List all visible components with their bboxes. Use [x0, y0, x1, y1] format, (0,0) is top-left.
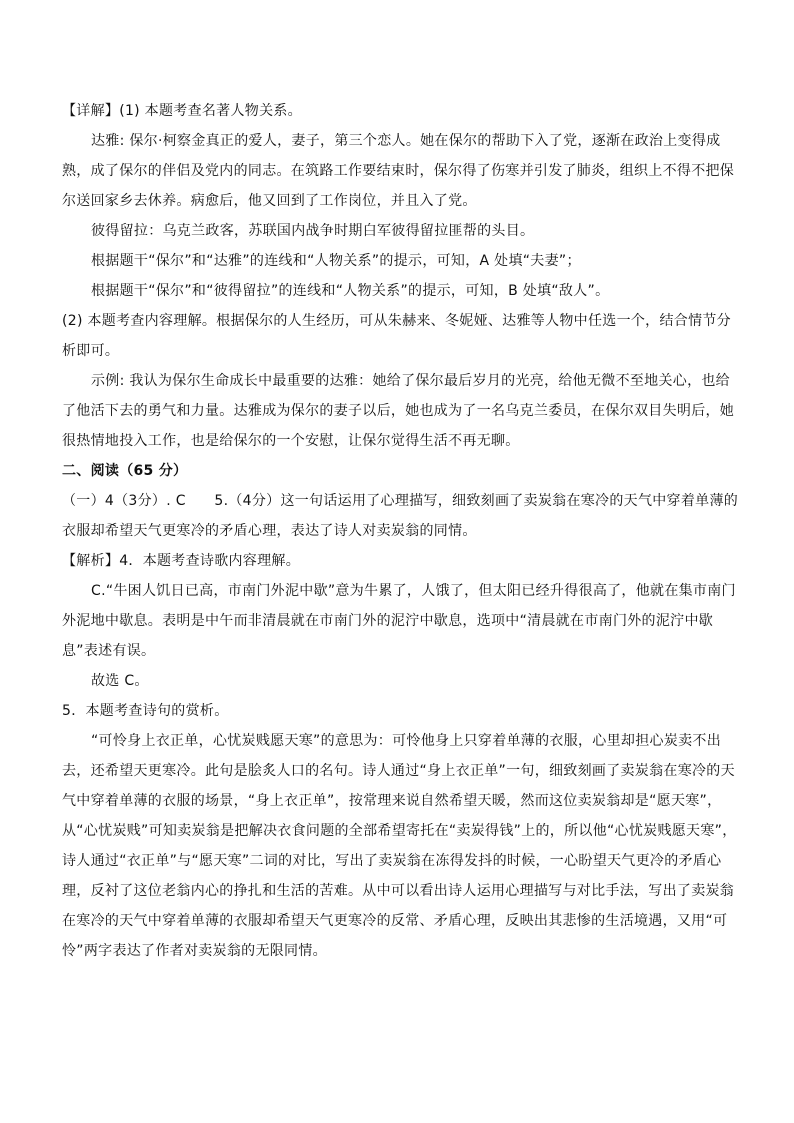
paragraph-petliura: 彼得留拉：乌克兰政客，苏联国内战争时期白军彼得留拉匪帮的头目。 — [91, 223, 535, 239]
question-5-heading: 5．本题考查诗句的赏析。 — [62, 703, 229, 719]
analysis-heading: 【解析】4．本题考查诗歌内容理解。 — [62, 553, 301, 569]
paragraph-example: 示例: 我认为保尔生命成长中最重要的达雅：她给了保尔最后岁月的光亮，给他无微不至地关心，也给了他活下去的勇气和力量。达雅成为保尔的妻子以后，她也成为了一名乌克兰委员，在保尔双目失明后，她很热情地投入工作，也是给保尔的一个安慰，让保尔觉得生活不再无聊。 — [62, 373, 735, 449]
paragraph-option-c: C.“牛困人饥日已高，市南门外泥中歇”意为牛累了，人饿了，但太阳已经升得很高了，他就在集市南门外泥地中歇息。表明是中午而非清晨就在市南门外的泥泞中歇息，选项中“清晨就在市南门外的泥泞中歇息”表述有误。 — [62, 583, 736, 659]
paragraph-answers-4-5: （一）4（3分）. C 5.（4分）这一句话运用了心理描写，细致刻画了卖炭翁在寒冷的天气中穿着单薄的衣服却希望天气更寒冷的矛盾心理，表达了诗人对卖炭翁的同情。 — [62, 493, 739, 539]
paragraph-poem-analysis: “可怜身上衣正单，心忧炭贱愿天寒”的意思为：可怜他身上只穿着单薄的衣服，心里却担心炭卖不出去，还希望天更寒冷。此句是脍炙人口的名句。诗人通过“身上衣正单”一句，细致刻画了卖炭翁在寒冷的天气中穿着单薄的衣服的场景，“身上衣正单”，按常理来说自然希望天暖，然而这位卖炭翁却是“愿天寒”，从“心忧炭贱”可知卖炭翁是把解决衣食问题的全部希望寄托在“卖炭得钱”上的，所以他“心忧炭贱愿天寒”，诗人通过“衣正单”与“愿天寒”二词的对比，写出了卖炭翁在冻得发抖的时候，一心盼望天气更冷的矛盾心理，反衬了这位老翁内心的挣扎和生活的苦难。从中可以看出诗人运用心理描写与对比手法，写出了卖炭翁在寒冷的天气中穿着单薄的衣服却希望天气更寒冷的反常、矛盾心理，反映出其悲惨的生活境遇，又用“可怜”两字表达了作者对卖炭翁的无限同情。 — [62, 733, 737, 959]
paragraph-question-2: (2) 本题考查内容理解。根据保尔的人生经历，可从朱赫来、冬妮娅、达雅等人物中任选一个，结合情节分析即可。 — [62, 313, 731, 359]
paragraph-answer-b: 根据题干“保尔”和“彼得留拉”的连线和“人物关系”的提示，可知，B 处填“敌人”。 — [91, 283, 610, 299]
detail-heading: 【详解】(1) 本题考查名著人物关系。 — [62, 103, 302, 119]
paragraph-daya: 达雅: 保尔·柯察金真正的爱人，妻子，第三个恋人。她在保尔的帮助下入了党，逐渐在政治上变得成熟，成了保尔的伴侣及党内的同志。在筑路工作要结束时，保尔得了伤寒并引发了肺炎，组织上不得不把保尔送回家乡去休养。病愈后，他又回到了工作岗位，并且入了党。 — [62, 133, 735, 209]
section-heading-reading: 二、阅读（65 分） — [62, 463, 188, 479]
paragraph-answer-a: 根据题干“保尔”和“达雅”的连线和“人物关系”的提示，可知，A 处填“夫妻”； — [91, 253, 581, 269]
paragraph-choose-c: 故选 C。 — [91, 673, 149, 689]
document-body — [62, 96, 742, 966]
